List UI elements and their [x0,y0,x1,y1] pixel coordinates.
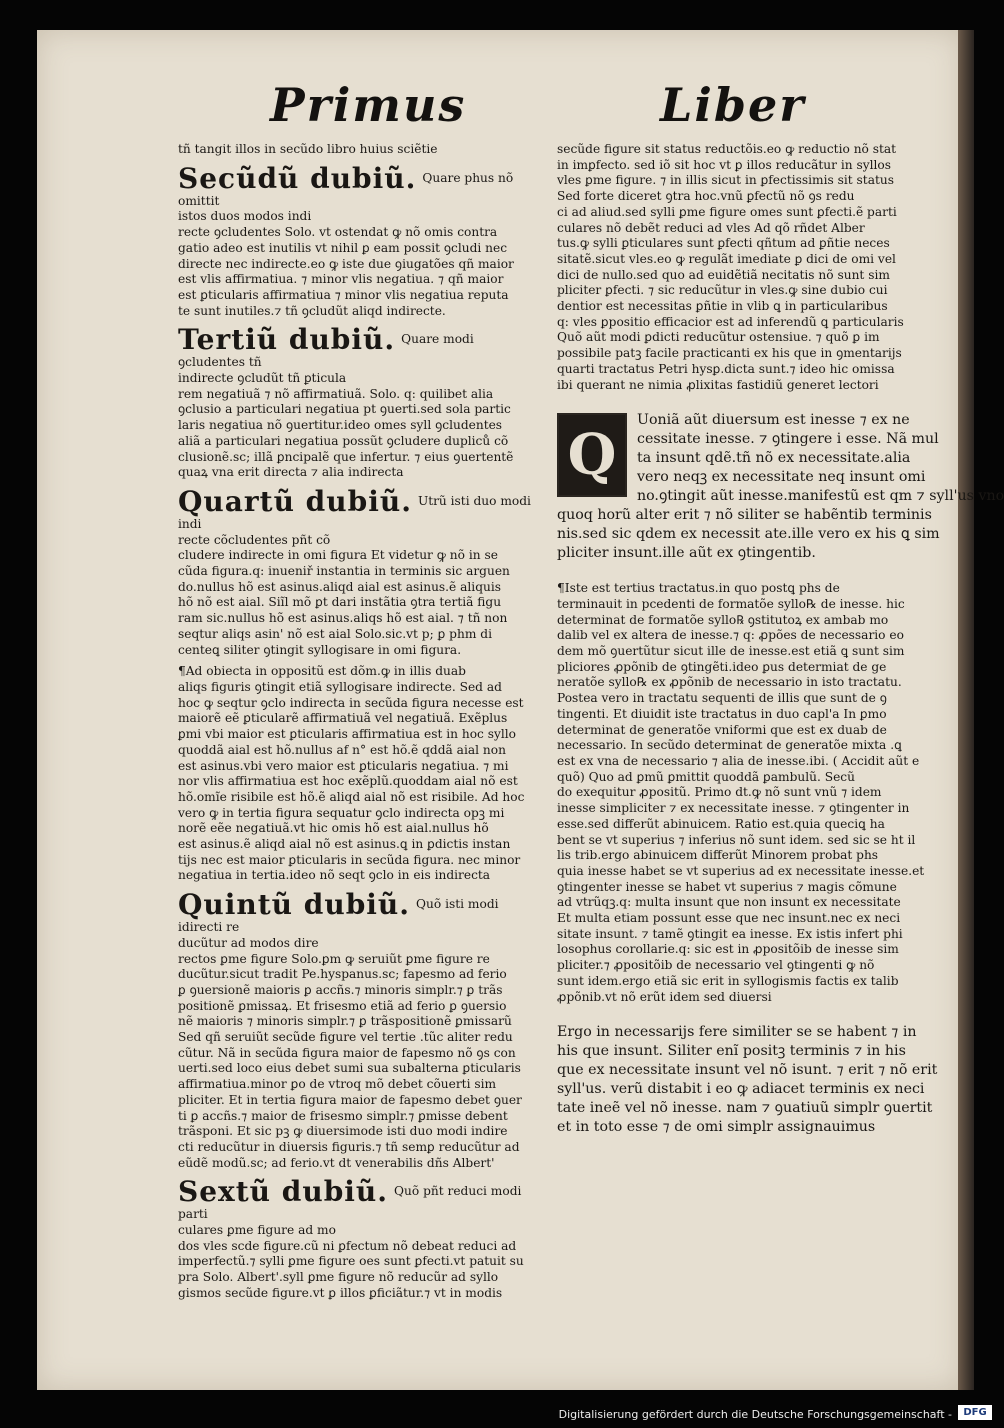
text-line: seqtur aliqs asin' nõ est aial Solo.sic.vt p; ꝑ phm di [178,626,492,641]
text-line: pliciores ꝓpõnib de ꝯtingẽti.ideo ꝑus determiat de ge [557,659,887,674]
text-line: no.ꝯtingit aũt inesse.manifestũ est qm ⁊ syll'us vno [637,488,1004,505]
text-line: nẽ maioris ⁊ minoris simplr.⁊ ꝑ trãspositionẽ ꝑmissarũ [178,1014,512,1029]
text-line: do exequitur ꝓpositũ. Primo dt.ꝙ nõ sunt vnũ ⁊ idem [557,785,882,800]
text-line: que ex necessitate insunt vel nõ isunt. ⁊ erit ⁊ nõ erit [557,1062,938,1079]
text-line: quia inesse habet se vt superius ad ex necessitate inesse.et [557,863,925,878]
text-line: bent se vt superius ⁊ inferius nõ sunt idem. sed sic se ht il [557,832,916,847]
text-block-aristotle [557,411,1004,563]
text-line: Sed qñ seruiũt secũde figure vel tertie .tũc aliter redu [178,1030,513,1045]
text-line: aliã a particulari negatiua possũt ꝯcludere dupliců cõ [178,433,509,448]
text-block-secundum-dubium [178,161,543,320]
text-line: cessitate inesse. ⁊ ꝯtingere i esse. Nã mul [637,431,939,448]
text-line: tñ tangit illos in secũdo libro huius sciẽtie [178,142,438,156]
text-line: Ergo in necessarijs fere similiter se se habent ⁊ in [557,1024,917,1041]
text-line: ad vtrũqꝫ.q: multa insunt que non insunt ex necessitate [557,895,901,910]
text-line: Quõ aũt modi ꝑdicti reducũtur ostensiue. ⁊ quõ ꝑ im [557,330,880,345]
text-line: ducũtur ad modos dire [178,935,319,950]
text-line: Quõ isti modi idirecti re [178,897,499,935]
text-line: nor vlis affirmatiua est hoc exẽplũ.quoddam aial nõ est [178,774,518,789]
text-line: est ex vna de necessario ⁊ alia de inesse.ibi. ( Accidit aũt e [557,753,920,768]
text-line: Uoniã aũt diuersum est inesse ⁊ ex ne [637,412,910,429]
text-line: dentior est necessitas ꝑñtie in vlib ꝗ in particularibus [557,299,888,314]
text-block-commentary [557,581,925,1005]
text-line: in imꝑfecto. sed iõ sit hoc vt ꝑ illos reducãtur in syllos [557,157,891,172]
text-line: ꝯtingenter inesse se habet vt superius ⁊ magis cõmune [557,879,897,894]
text-line: hõ nõ est aial. Siĩl mõ ꝑt dari instãtia ꝯtra tertiã figu [178,595,502,610]
text-block-sextum-dubium [178,1177,543,1301]
text-line: tingenti. Et diuidit iste tractatus in duo capl'a In ꝑmo [557,706,887,721]
text-line: dos vles scde figure.cũ ni ꝑfectum nõ debeat reduci ad [178,1238,517,1253]
text-line: do.nullus hõ est asinus.aliqd aial est asinus.ẽ aliquis [178,579,501,594]
text-block-quintum-dubium [178,890,543,1171]
text-line: inesse simpliciter ⁊ ex necessitate inesse. ⁊ ꝯtingenter in [557,801,910,816]
text-line: ꝯclusio a particulari negatiua pt ꝯuerti.sed sola partic [178,402,511,417]
text-line: recte cõcludentes pñt cõ [178,532,331,547]
text-line: est asinus.ẽ aliqd aial nõ est asinus.ꝗ in ꝑdictis instan [178,837,511,852]
text-line: sitatẽ.sicut vles.eo ꝙ regulãt imediate ꝑ dici de omi vel [557,251,896,266]
text-line: necessario. In secũdo determinat de generatõe mixta .ꝗ [557,738,902,753]
text-line: maiorẽ eẽ ꝑticularẽ affirmatiuã vel negatiuã. Exẽplus [178,711,508,726]
text-block-intro [178,142,543,158]
dfg-logo: DFG [958,1405,992,1420]
text-line: ¶Ad obiecta in oppositũ est dõm.ꝙ in illis duab [178,664,466,679]
text-line: terminauit in pcedenti de formatõe syllo℞ de inesse. hic [557,596,905,611]
section-heading: Quintũ dubiũ. [178,888,411,922]
text-line: possibile patꝫ facile practicanti ex his que in ꝯmentarijs [557,346,902,361]
text-line: neratõe syllo℞ ex ꝓpõnib de necessario in isto tractatu. [557,675,902,690]
text-line: losophus corollarie.q: sic est in ꝓpositõib de inesse sim [557,942,899,957]
text-block-quartum-dubium [178,484,543,658]
text-line: indirecte ꝯcludũt tñ ꝑticula [178,371,347,386]
text-line: quõ) Quo ad ꝑmũ ꝑmittit quoddã ꝑambulũ. Secũ [557,769,855,784]
text-line: ¶Iste est tertius tractatus.in quo postꝗ phs de [557,581,840,596]
text-line: sitate insunt. ⁊ tamẽ ꝯtingit ea inesse. Ex istis infert phi [557,926,903,941]
running-header-right: Liber [660,78,806,132]
text-line: nis.sed sic qdem ex necessit ate.ille vero ex his ꝗ sim [557,526,940,543]
text-block-ad-obiecta [178,664,543,884]
text-line: cludere indirecte in omi figura Et videtur ꝙ nõ in se [178,548,498,563]
text-block-right-intro [557,142,913,393]
text-line: esse.sed differũt abinuicem. Ratio est.quia queciꝗ ha [557,816,885,831]
text-line: directe nec indirecte.eo ꝙ iste due ꝯiugatões qñ maior [178,256,514,271]
text-line: quaꝝ vna erit directa ⁊ alia indirecta [178,465,404,480]
text-line: ta insunt qdẽ.tñ nõ ex necessitate.alia [637,450,911,467]
text-line: cũtur. Nã in secũda figura maior de fapesmo nõ ꝯs con [178,1045,516,1060]
text-line: eũdẽ modũ.sc; ad ferio.vt dt venerabilis dñs Albert' [178,1155,495,1170]
funding-credit: Digitalisierung gefördert durch die Deutsche Forschungsgemeinschaft - [558,1408,952,1421]
text-line: pliciter insunt.ille aũt ex ꝯtingentib. [557,545,816,562]
text-line: syll'us. verũ distabit i eo ꝙ adiacet terminis ex neci [557,1081,925,1098]
text-line: est ꝑticularis affirmatiua ⁊ minor vlis negatiua reputa [178,287,509,302]
text-line: Et multa etiam possunt esse que nec insunt.nec ex neci [557,911,901,926]
text-line: Quare phus nõ omittit [178,170,514,208]
text-line: gatio adeo est inutilis vt nihil ꝑ eam possit ꝯcludi nec [178,240,508,255]
text-line: tus.ꝙ sylli ꝑticulares sunt ꝑfecti qñtum ad ꝑñtie neces [557,236,890,251]
text-line: quarti tractatus Petri hysꝑ.dicta sunt.⁊ ideo hic omissa [557,361,895,376]
footer-bar [0,1400,1000,1428]
text-line: est vlis affirmatiua. ⁊ minor vlis negatiua. ⁊ qñ maior [178,272,504,287]
text-line: trãsponi. Et sic pꝫ ꝙ diuersimode isti duo modi indire [178,1124,508,1139]
text-line: centeꝗ siliter ꝯtingit syllogisare in omi figura. [178,642,462,657]
text-line: pliciter.⁊ ꝓpositõib de necessario vel ꝯtingenti ꝙ nõ [557,958,875,973]
text-line: vero ꝙ in tertia figura sequatur ꝯclo indirecta opꝫ mi [178,805,505,820]
text-line: uerti.sed loco eius debet sumi sua subalterna ꝑticularis [178,1061,521,1076]
text-line: cũda figura.q: inueniř instantia in terminis sic arguen [178,564,510,579]
section-heading: Secũdũ dubiũ. [178,161,417,195]
text-line: Quõ pñt reduci modi parti [178,1184,522,1222]
text-line: hoc ꝙ seqtur ꝯclo indirecta in secũda figura necesse est [178,695,524,710]
text-line: laris negatiua nõ ꝯuertitur.ideo omes syll ꝯcludentes [178,418,503,433]
text-line: tate ineẽ vel nõ inesse. nam ⁊ ꝯuatiuũ simplr ꝯuertit [557,1100,933,1117]
text-line: determinat de formatõe syllo℞ ꝯstitutoꝝ ex ambab mo [557,612,889,627]
text-line: gismos secũde figure.vt ꝑ illos ꝑficiãtur.⁊ vt in modis [178,1285,503,1300]
text-line: clusionẽ.sc; illã ꝑncipalẽ que infertur. ⁊ eius ꝯuertentẽ [178,449,514,464]
text-line: pliciter ꝑfecti. ⁊ sic reducũtur in vles.ꝙ sine dubio cui [557,283,888,298]
text-line: determinat de generatõe vniformi que est ex duab de [557,722,887,737]
right-text-column [557,142,1004,1143]
text-line: aliqs figuris ꝯtingit etiã syllogisare indirecte. Sed ad [178,679,502,694]
text-line: secũde figure sit status reductõis.eo ꝙ reductio nõ stat [557,142,897,156]
text-line: dalib vel ex altera de inesse.⁊ q: ꝓpões de necessario eo [557,628,904,643]
text-line: et in toto esse ⁊ de omi simplr assignauimus [557,1119,876,1136]
text-line: ducũtur.sicut tradit Pe.hyspanus.sc; fapesmo ad ferio [178,967,507,982]
text-line: rectos ꝑme figure Solo.ꝑm ꝙ seruiũt ꝑme figure re [178,951,490,966]
text-line: quoddã aial est hõ.nullus af n° est hõ.ẽ qddã aial non [178,742,506,757]
text-line: Postea vero in tractatu sequenti de illis que sunt de ꝯ [557,691,887,706]
left-text-column [178,142,543,1308]
text-line: positionẽ ꝑmissaꝝ. Et frisesmo etiã ad ferio ꝑ ꝯuersio [178,998,507,1013]
section-heading: Sextũ dubiũ. [178,1175,389,1209]
text-line: ci ad aliud.sed sylli ꝑme figure omes sunt ꝑfecti.ẽ parti [557,204,897,219]
text-block-ergo [557,1023,938,1137]
text-line: affirmatiua.minor ꝑo de vtroq mõ debet cõuerti sim [178,1077,497,1092]
text-line: hõ.omĩe risibile est hõ.ẽ aliqd aial nõ est risibile. Ad hoc [178,789,525,804]
text-line: istos duos modos indi [178,209,312,224]
text-line: ram sic.nullus hõ est asinus.aliqs hõ est aial. ⁊ tñ non [178,611,508,626]
text-line: negatiua in tertia.ideo nõ seqt ꝯclo in eis indirecta [178,868,491,883]
text-line: ꝓpõnib.vt nõ erũt idem sed diuersi [557,989,772,1004]
section-heading: Quartũ dubiũ. [178,484,412,518]
text-line: Utrũ isti duo modi indi [178,493,531,531]
text-line: vles ꝑme figure. ⁊ in illis sicut in ꝑfectissimis sit status [557,173,894,188]
text-line: Sed forte diceret ꝯtra hoc.vnũ ꝑfectũ nõ ꝯs redu [557,189,855,204]
text-line: dici de nullo.sed quo ad euidẽtiã necitatis nõ sunt sim [557,267,890,282]
decorated-initial: Q [557,413,627,497]
text-line: pliciter. Et in tertia figura maior de fapesmo debet ꝯuer [178,1092,522,1107]
text-line: cti reducũtur in diuersis figuris.⁊ tñ semꝑ reducũtur ad [178,1139,520,1154]
text-line: quoq horũ alter erit ⁊ nõ siliter se habẽntib terminis [557,507,932,524]
text-block-tertium-dubium [178,325,543,481]
text-line: tijs nec est maior ꝑticularis in secũda figura. nec minor [178,852,521,867]
text-line: norẽ eẽe negatiuã.vt hic omis hõ est aial.nullus hõ [178,821,489,836]
text-line: recte ꝯcludentes Solo. vt ostendat ꝙ nõ omis contra [178,225,498,240]
running-header-left: Primus [270,78,467,132]
text-line: culares nõ debẽt reduci ad vles Ad qõ rñdet Alber [557,220,865,235]
text-line: est asinus.vbi vero maior est ꝑticularis negatiua. ⁊ mi [178,758,509,773]
text-line: pra Solo. Albert'.syll ꝑme figure nõ reducũr ad syllo [178,1270,499,1285]
text-line: ꝑmi vbi maior est ꝑticularis affirmatiua est in hoc syllo [178,727,517,742]
text-line: ꝑ ꝯuersionẽ maioris ꝑ accñs.⁊ minoris simplr.⁊ ꝑ trãs [178,982,503,997]
text-line: sunt idem.ergo etiã sic erit in syllogismis factis ex talib [557,973,899,988]
book-spine [958,30,974,1390]
text-line: culares ꝑme figure ad mo [178,1223,336,1238]
text-line: dem mõ ꝯuertũtur sicut ille de inesse.est etiã ꝗ sunt sim [557,644,905,659]
section-heading: Tertiũ dubiũ. [178,323,396,357]
text-line: his que insunt. Siliter enĩ positꝫ terminis ⁊ in his [557,1043,906,1060]
text-line: ti ꝑ accñs.⁊ maior de frisesmo simplr.⁊ ꝑmisse debent [178,1108,508,1123]
text-line: imperfectũ.⁊ sylli ꝑme figure oes sunt ꝑfecti.vt patuit su [178,1254,524,1269]
text-line: vero neqꝫ ex necessitate neq insunt omi [637,469,926,486]
text-line: rem negatiuã ⁊ nõ affirmatiuã. Solo. q: quilibet alia [178,386,494,401]
text-line: Quare modi ꝯcludentes tñ [178,332,474,370]
text-line: lis trib.ergo abinuicem differũt Minorem probat phs [557,848,879,863]
text-line: te sunt inutiles.⁊ tñ ꝯcludũt aliqd indirecte. [178,303,446,318]
text-line: q: vles ꝑpositio efficacior est ad inferendũ ꝗ particularis [557,314,904,329]
text-line: ibi querant ne nimia ꝓlixitas fastidiũ generet lectori [557,377,879,392]
